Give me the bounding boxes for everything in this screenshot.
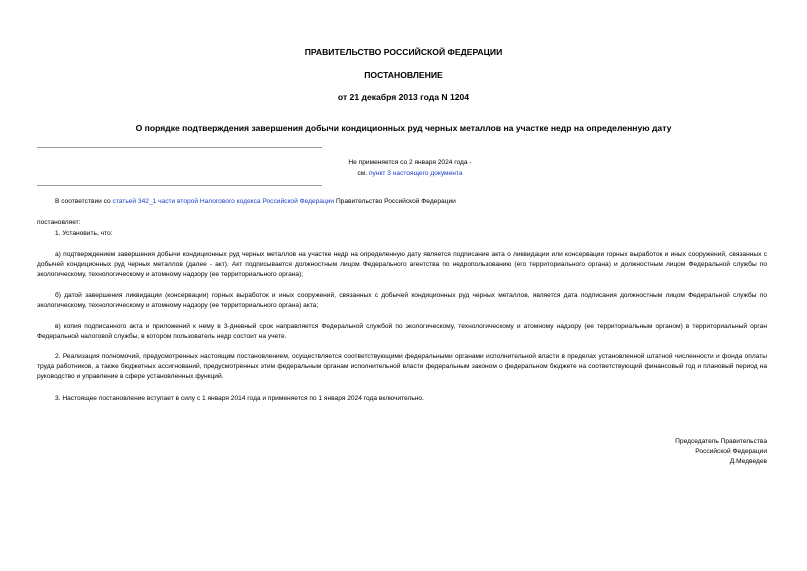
status-note-line: Не применяется со 2 января 2024 года - [348, 159, 472, 166]
decrees-line: постановляет: [37, 219, 81, 226]
bottom-divider [37, 185, 322, 186]
item-3: 3. Настоящее постановление вступает в силу с 1 января 2014 года и применяется по 1 января 2024 года включительно. [55, 395, 424, 402]
item-2: 2. Реализация полномочий, предусмотренных настоящим постановлением, осуществляется соответствующими федеральными органами исполнительной власти в пределах установленной штатной численности и фонда оплаты труда работников, а также бюджетных ассигнований, предусмотренных этим федеральным органам исполнительной власти федеральным законом о федеральном бюджете на соответствующий финансовый год и плановый период на руководство и управление в сфере установленных функций. [37, 353, 767, 381]
item-1a: а) подтверждением завершения добычи кондиционных руд черных металлов на участке недр на определенную дату является подписание акта о ликвидации или консервации горных выработок и иных сооружений, связанных с добычей кондиционных руд черных металлов (далее - акт). Акт подписывается должностным лицом Федерального агентства по недропользованию (его территориального органа) и должностным лицом Федеральной службы по экологическому, технологическому и атомному надзору (ее территориального органа); [37, 251, 767, 279]
signature-name: Д.Медведев [729, 458, 767, 466]
status-note [330, 157, 490, 179]
status-note-prefix: см. [357, 170, 369, 177]
doc-type-heading: ПОСТАНОВЛЕНИЕ [364, 70, 443, 80]
intro-suffix: Правительство Российской Федерации [334, 198, 456, 205]
intro-prefix: В соответствии со [55, 198, 113, 205]
status-note-ref [330, 168, 490, 179]
item-1c: в) копия подписанного акта и приложений к нему в 3-дневный срок направляется Федеральной службой по экологическому, технологическому и атомному надзору (ее территориальным органом) в территориальный орган Федеральной налоговой службы, в котором пользователь недр состоит на учете. [37, 323, 767, 341]
signature-title: Председатель Правительства [675, 438, 767, 445]
top-divider [37, 147, 322, 148]
tax-code-link[interactable]: статьей 342_1 части второй Налогового кодекса Российской Федерации [112, 198, 335, 205]
status-note-link[interactable]: пункт 3 настоящего документа [368, 170, 463, 177]
intro-paragraph [55, 197, 456, 207]
date-number-heading: от 21 декабря 2013 года N 1204 [337, 92, 470, 102]
government-heading: ПРАВИТЕЛЬСТВО РОССИЙСКОЙ ФЕДЕРАЦИИ [304, 47, 503, 57]
item-1: 1. Установить, что: [55, 230, 113, 237]
signature-country: Российской Федерации [695, 448, 767, 456]
document-title: О порядке подтверждения завершения добычи кондиционных руд черных металлов на участке недр на определенную дату [135, 123, 672, 133]
item-1b: б) датой завершения ликвидации (консервации) горных выработок и иных сооружений, связанных с добычей кондиционных руд черных металлов, является дата подписания должностным лицом Федеральной службы по экологическому, технологическому и атомному надзору (ее территориального органа) акта; [37, 292, 767, 310]
signature-block [675, 437, 767, 468]
